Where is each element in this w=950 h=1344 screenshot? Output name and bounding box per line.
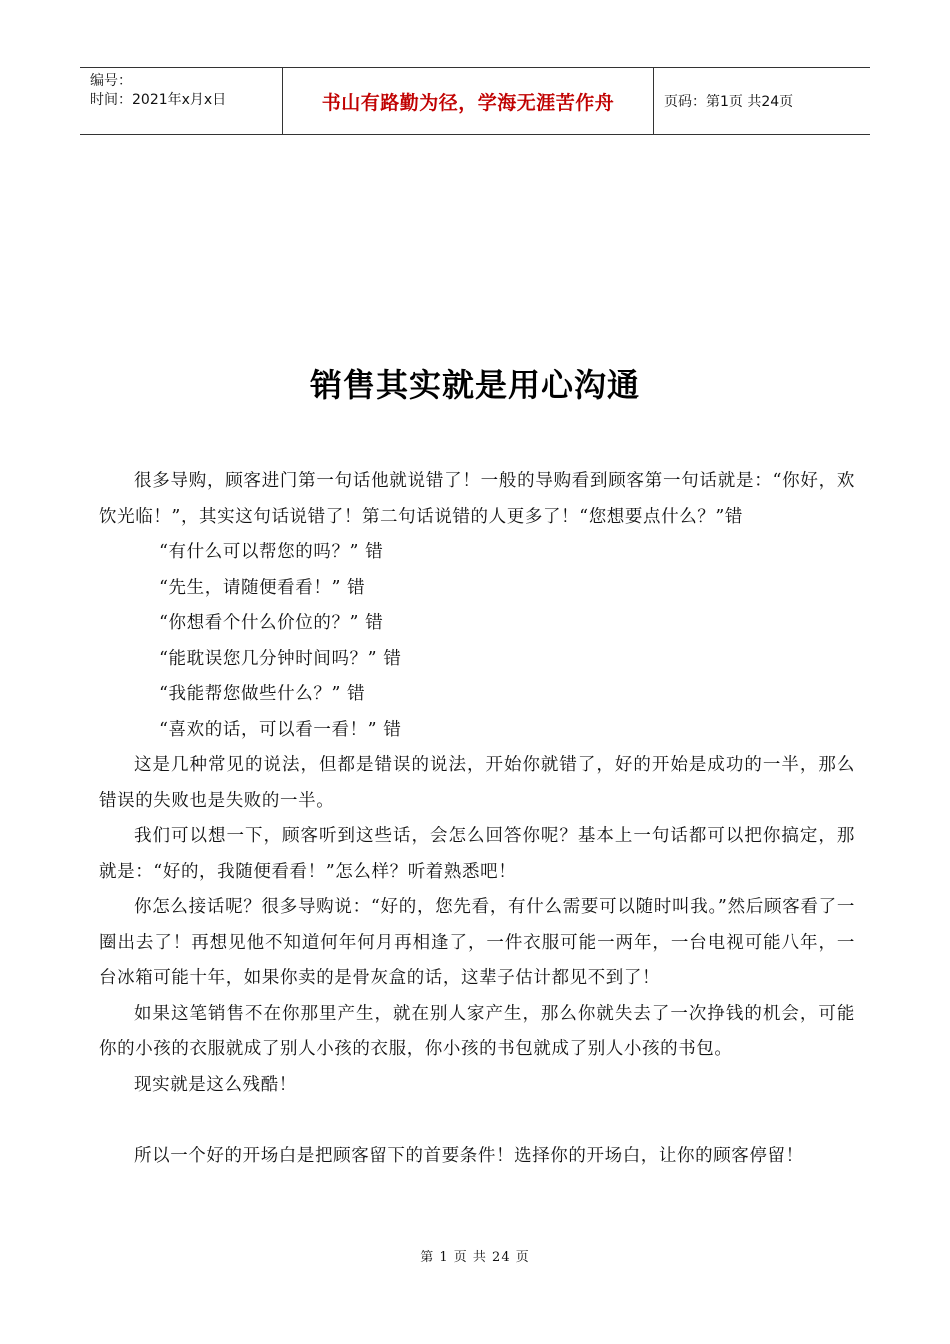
quote-line: “喜欢的话，可以看一看！” 错 (159, 719, 402, 740)
document-title: 销售其实就是用心沟通 (309, 366, 640, 404)
header-page-info: 页码：第1页 共24页 (664, 94, 794, 110)
paragraph: 所以一个好的开场白是把顾客留下的首要条件！选择你的开场白，让你的顾客停留！ (134, 1146, 804, 1166)
quote-line: “先生，请随便看看！” 错 (159, 577, 366, 598)
paragraph: 你怎么接话呢？很多导购说：“好的，您先看，有什么需要可以随时叫我。”然后顾客看了一圈出去了！再想见他不知道何年何月再相逢了，一件衣服可能一两年，一台电视可能八年，一台冰箱可能十年，如果你卖的是骨灰盒的话，这辈子估计都见不到了！ (99, 897, 855, 988)
header-motto: 书山有路勤为径，学海无涯苦作舟 (282, 68, 654, 134)
quote-line: “我能帮您做些什么？” 错 (159, 684, 366, 704)
paragraph: 很多导购，顾客进门第一句话他就说错了！一般的导购看到顾客第一句话就是：“你好，欢饮光临！”，其实这句话说错了！第二句话说错的人更多了！“您想要点什么？”错 (99, 471, 855, 527)
quote-line: “有什么可以帮您的吗？” 错 (159, 542, 384, 562)
paragraph: 这是几种常见的说法，但都是错误的说法，开始你就错了，好的开始是成功的一半，那么错误的失败也是失败的一半。 (99, 755, 855, 811)
paragraph: 现实就是这么残酷！ (134, 1074, 297, 1095)
header-meta (80, 68, 282, 134)
document-date: 时间：2021年x月x日 (90, 92, 227, 108)
page-footer: 第 1 页 共 24 页 (420, 1250, 530, 1265)
quote-line: “你想看个什么价位的？” 错 (159, 613, 384, 633)
document-body (99, 464, 855, 1175)
page-header (80, 67, 870, 135)
paragraph-gap (99, 1103, 855, 1139)
document-number-label: 编号： (90, 73, 132, 89)
quote-line: “能耽误您几分钟时间吗？” 错 (159, 648, 402, 669)
paragraph: 如果这笔销售不在你那里产生，就在别人家产生，那么你就失去了一次挣钱的机会，可能你的小孩的衣服就成了别人小孩的衣服，你小孩的书包就成了别人小孩的书包。 (99, 1003, 855, 1059)
paragraph: 我们可以想一下，顾客听到这些话，会怎么回答你呢？基本上一句话都可以把你搞定，那就是：“好的，我随便看看！”怎么样？听着熟悉吧！ (99, 826, 855, 882)
